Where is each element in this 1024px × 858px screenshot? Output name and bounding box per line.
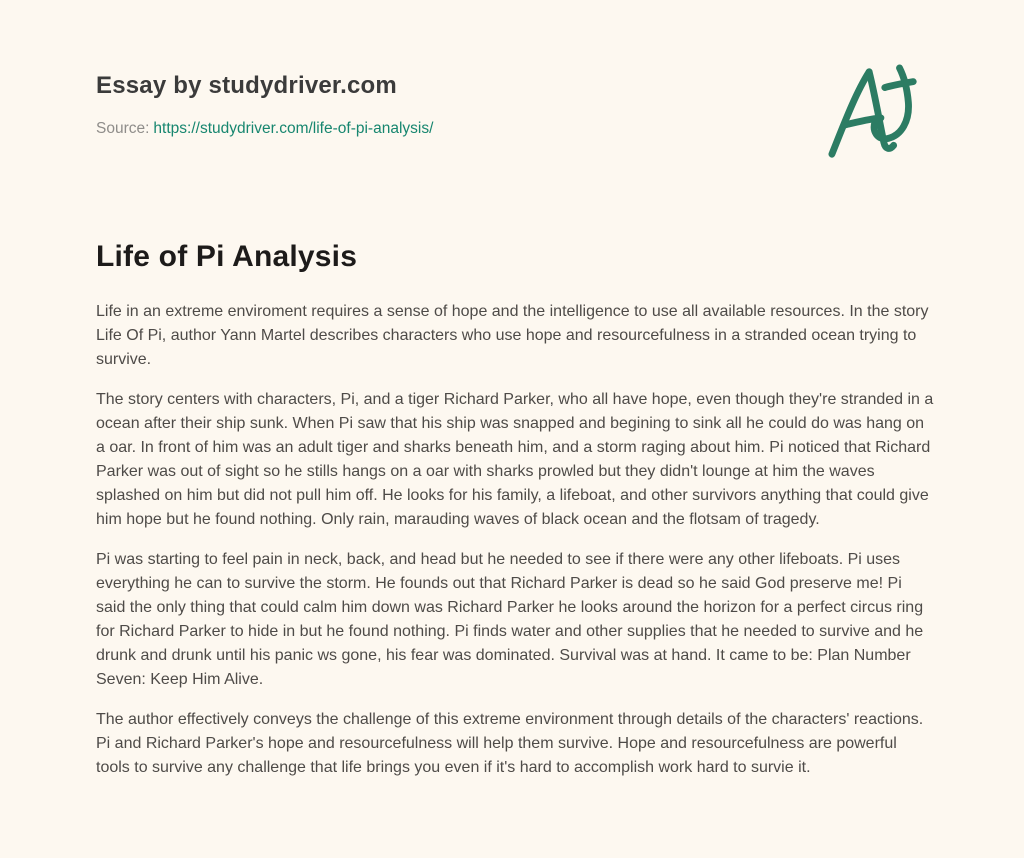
- source-label: Source:: [96, 120, 150, 137]
- a-plus-logo-icon: [822, 64, 930, 162]
- essay-paragraph-3: Pi was starting to feel pain in neck, back, and head but he needed to see if there were any other lifeboats. Pi uses everything he can to survive the storm. He founds out that Richard Parker is dead so he said God preserve me! Pi said the only thing that could calm him down was Richard Parker he looks around the horizon for a perfect circus ring for Richard Parker to hide in but he found nothing. Pi finds water and other supplies that he needed to survive and he drunk and drunk until his panic ws gone, his fear was dominated. Survival was at hand. It came to be: Plan Number Seven: Keep Him Alive.: [96, 551, 924, 688]
- page-title: Life of Pi Analysis: [96, 240, 358, 273]
- source-url-link[interactable]: https://studydriver.com/life-of-pi-analysis/: [153, 120, 434, 137]
- source-line: [96, 120, 934, 138]
- essay-paragraph-4: The author effectively conveys the challenge of this extreme environment through details of the characters' reactions. Pi and Richard Parker's hope and resourcefulness will help them survive. Hope and resourcefulness are powerful tools to survive any challenge that life brings you even if it's hard to accomplish work hard to survie it.: [96, 711, 924, 776]
- essay-paragraph-2: The story centers with characters, Pi, and a tiger Richard Parker, who all have hope, even though they're stranded in a ocean after their ship sunk. When Pi saw that his ship was snapped and begining to sink all he could do was hang on a oar. In front of him was an adult tiger and sharks beneath him, and a storm raging about him. Pi noticed that Richard Parker was out of sight so he stills hangs on a oar with sharks prowled but they didn't lounge at him the waves splashed on him but did not pull him off. He looks for his family, a lifeboat, and other survivors anything that could give him hope but he found nothing. Only rain, marauding waves of black ocean and the flotsam of tragedy.: [96, 391, 934, 528]
- essay-paragraph-1: Life in an extreme enviroment requires a sense of hope and the intelligence to use all available resources. In the story Life Of Pi, author Yann Martel describes characters who use hope and resourcefulness in a stranded ocean trying to survive.: [96, 303, 929, 368]
- a-plus-logo-svg: [822, 64, 930, 162]
- essay-content: [96, 0, 934, 780]
- brand-heading: Essay by studydriver.com: [96, 72, 397, 99]
